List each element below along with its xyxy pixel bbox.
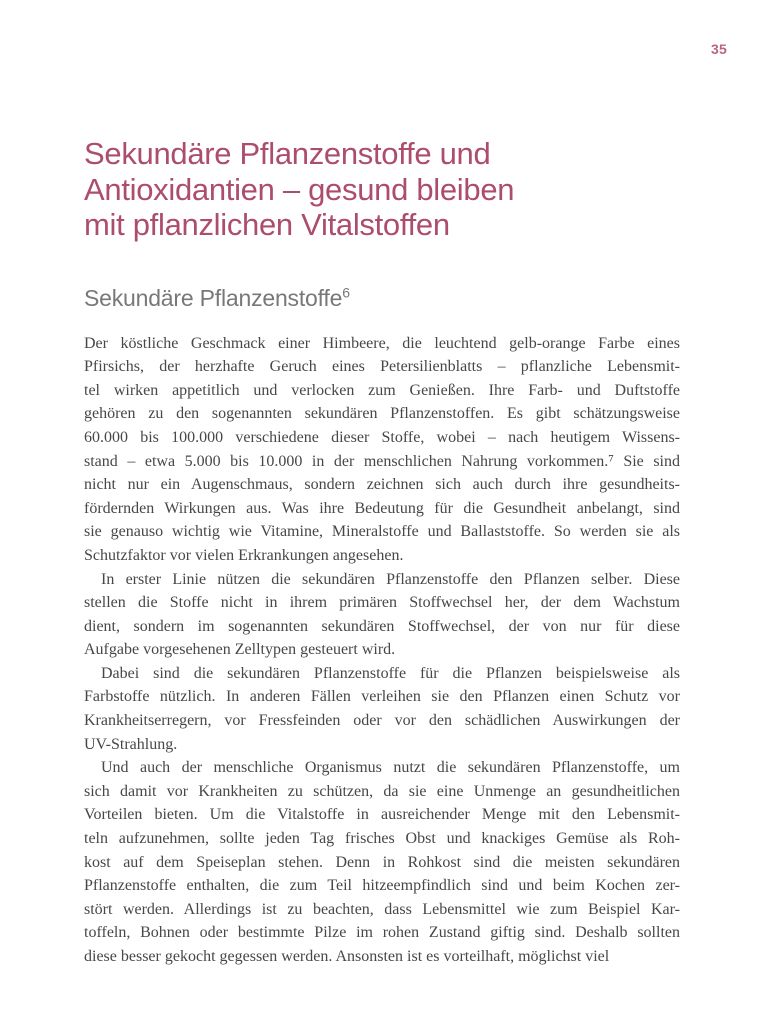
section-heading-text: Sekundäre Pflanzenstoffe [84, 284, 343, 311]
section-heading [84, 283, 680, 313]
text-line: Schutzfaktor vor vielen Erkrankungen angesehen. [84, 546, 404, 564]
text-line: Dabei sind die sekundären Pflanzenstoffe für die Pflanzen beispielsweise als [101, 664, 680, 682]
text-line: Vorteilen bieten. Um die Vitalstoffe in ausreichender Menge mit den Lebensmit- [84, 806, 680, 824]
text-line: In erster Linie nützen die sekundären Pflanzenstoffe den Pflanzen selber. Diese [101, 570, 680, 588]
chapter-title [84, 136, 680, 243]
text-line: diese besser gekocht gegessen werden. Ansonsten ist es vorteilhaft, möglichst viel [84, 948, 610, 966]
paragraph [84, 568, 680, 662]
footnote-marker: 6 [342, 283, 350, 300]
paragraph [84, 662, 680, 756]
text-line: nicht nur ein Augenschmaus, sondern zeichnen sich auch durch ihre gesundheits- [84, 476, 680, 494]
text-line: stand – etwa 5.000 bis 10.000 in der menschlichen Nahrung vorkommen.⁷ Sie sind [84, 452, 680, 470]
chapter-title-line: Sekundäre Pflanzenstoffe und [84, 136, 491, 171]
text-line: kost auf dem Speiseplan stehen. Denn in Rohkost sind die meisten sekundären [84, 853, 680, 871]
text-line: gehören zu den sogenannten sekundären Pflanzenstoffen. Es gibt schätzungsweise [84, 405, 680, 423]
page-content [84, 0, 680, 969]
text-line: dient, sondern im sogenannten sekundären Stoffwechsel, der von nur für diese [84, 617, 680, 635]
chapter-title-line: Antioxidantien – gesund bleiben [84, 171, 515, 207]
text-line: Aufgabe vorgesehenen Zelltypen gesteuert wird. [84, 641, 396, 659]
text-line: Und auch der menschliche Organismus nutzt die sekundären Pflanzenstoffe, um [101, 759, 680, 777]
text-line: Krankheitserregern, vor Fressfeinden oder vor den schädlichen Auswirkungen der [84, 712, 680, 730]
text-line: stellen die Stoffe nicht in ihrem primären Stoffwechsel her, der dem Wachstum [84, 594, 680, 612]
chapter-title-line: mit pflanzlichen Vitalstoffen [84, 207, 450, 242]
page-number: 35 [711, 41, 727, 57]
text-line: Pflanzenstoffe enthalten, die zum Teil hitzeempfindlich sind und beim Kochen zer- [84, 877, 680, 895]
text-line: Farbstoffe nützlich. In anderen Fällen verleihen sie den Pflanzen einen Schutz vor [84, 688, 680, 706]
paragraph [84, 756, 680, 968]
text-line: UV-Strahlung. [84, 735, 178, 753]
text-line: Der köstliche Geschmack einer Himbeere, die leuchtend gelb-orange Farbe eines [84, 334, 680, 352]
text-line: fördernden Wirkungen aus. Was ihre Bedeutung für die Gesundheit anbelangt, sind [84, 499, 680, 517]
text-line: teln aufzunehmen, sollte jeden Tag frisches Obst und knackiges Gemüse als Roh- [84, 830, 680, 848]
text-line: stört werden. Allerdings ist zu beachten, dass Lebensmittel wie zum Beispiel Kar- [84, 900, 680, 918]
text-line: toffeln, Bohnen oder bestimmte Pilze im rohen Zustand giftig sind. Deshalb sollten [84, 924, 680, 942]
text-line: sie genauso wichtig wie Vitamine, Mineralstoffe und Ballaststoffe. So werden sie als [84, 523, 680, 541]
text-line: 60.000 bis 100.000 verschiedene dieser Stoffe, wobei – nach heutigem Wissens- [84, 428, 680, 446]
text-line: tel wirken appetitlich und verlocken zum Genießen. Ihre Farb- und Duftstoffe [84, 381, 680, 399]
text-line: sich damit vor Krankheiten zu schützen, da sie eine Unmenge an gesundheitlichen [84, 782, 680, 800]
paragraph [84, 332, 680, 568]
text-line: Pfirsichs, der herzhafte Geruch eines Petersilienblatts – pflanzliche Lebensmit- [84, 358, 680, 376]
article-body [84, 332, 680, 969]
